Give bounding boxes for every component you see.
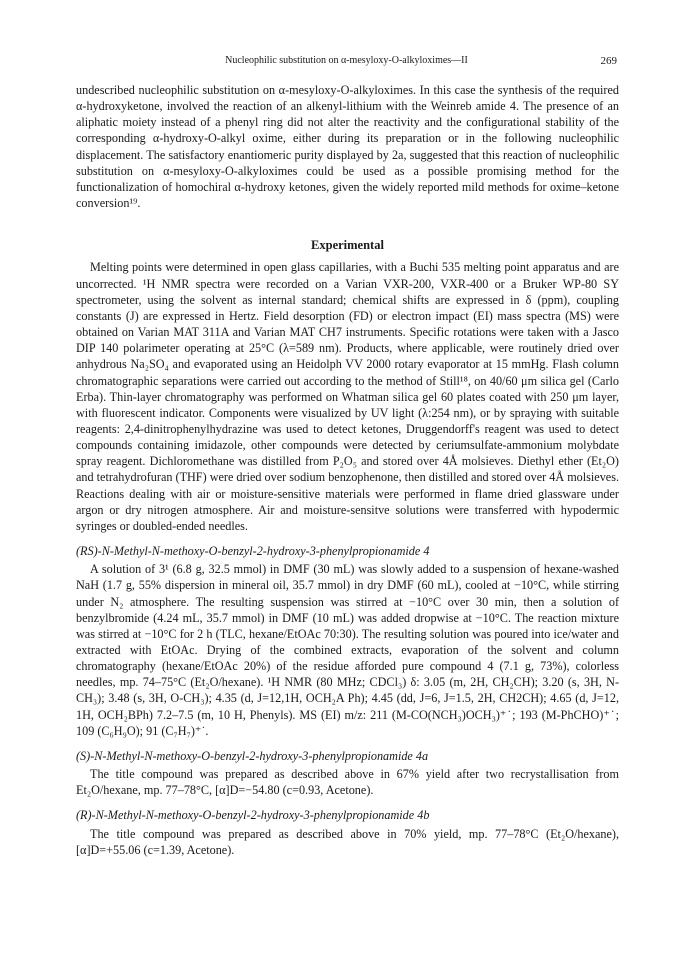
compound-4b-paragraph: The title compound was prepared as described above in 70% yield, mp. 77–78°C (Et₂O/hexane), [α]D=+55.06 (c=1.39, Acetone). [76, 826, 619, 857]
intro-paragraph: undescribed nucleophilic substitution on α-mesyloxy-O-alkyloximes. In this case the synthesis of the required α-hydroxyketone, involved the reaction of an alkenyl-lithium with the Weinreb amide 4. The presence of an aliphatic moiety instead of a phenyl ring did not alter the reactivity and the configurational stability of the corresponding α-hydroxy-O-alkyl oxime, either during its preparation or in the following nucleophilic displacement. The satisfactory enantiomeric purity displayed by 2a, suggested that this reaction of nucleophilic substitution on α-mesyloxy-O-alkyloximes could be used as a possible promising method for the functionalization of homochiral α-hydroxy ketones, given the widely reported mild methods for oxime–ketone conversion¹⁹. [76, 83, 619, 211]
compound-4-paragraph: A solution of 3¹ (6.8 g, 32.5 mmol) in DMF (30 mL) was slowly added to a suspension of hexane-washed NaH (1.7 g, 55% dispersion in mineral oil, 35.7 mmol) in dry DMF (60 mL), cooled at −10°C, while stirring under N₂ atmosphere. The resulting suspension was stirred at −10°C over 30 min, then a solution of benzylbromide (4.24 mL, 35.7 mmol) in DMF (10 mL) was added dropwise at −10°C. The reaction mixture was stirred at −10°C for 2 h (TLC, hexane/EtOAc 70:30). The resulting solution was poured into ice/water and extracted with EtOAc. Drying of the combined extracts, evaporation of the solvent and column chromatography (hexane/EtOAc 20%) of the residue afforded pure compound 4 (7.1 g, 73%), colorless needles, mp. 74–75°C (Et₂O/hexane). ¹H NMR (80 MHz; CDCl₃) δ: 3.05 (m, 2H, CH₂CH); 3.20 (s, 3H, N-CH₃); 3.48 (s, 3H, O-CH₃); 4.35 (d, J=12,1H, OCH₂A Ph); 4.45 (dd, J=6, J=1.5, 2H, CH2CH); 4.65 (d, J=12, 1H, OCH₂BPh) 7.2–7.5 (m, 10 H, Phenyls). MS (EI) m/z: 211 (M-CO(NCH₃)OCH₃)⁺˙; 193 (M-PhCHO)⁺˙; 109 (C₆H₉O); 91 (C₇H₇)⁺˙. [76, 562, 619, 738]
experimental-heading: Experimental [311, 238, 384, 253]
compound-4a-heading: (S)-N-Methyl-N-methoxy-O-benzyl-2-hydroxy-3-phenylpropionamide 4a [76, 748, 429, 763]
compound-4b-heading: (R)-N-Methyl-N-methoxy-O-benzyl-2-hydroxy-3-phenylpropionamide 4b [76, 808, 430, 823]
running-title: Nucleophilic substitution on α-mesyloxy-O-alkyloximes—II [225, 55, 468, 66]
page-header [76, 55, 617, 71]
page-body [76, 82, 619, 858]
page-number: 269 [600, 55, 617, 67]
experimental-paragraph: Melting points were determined in open glass capillaries, with a Buchi 535 melting point apparatus and are uncorrected. ¹H NMR spectra were recorded on a Varian VXR-200, VXR-400 or a Bruker WP-80 SY spectrometer, using the solvent as internal standard; chemical shifts are expressed in δ (ppm), coupling constants (J) are expressed in Hertz. Field desorption (FD) or electron impact (EI) mass spectra (MS) were obtained on Varian MAT 311A and Varian MAT CH7 instruments. Specific rotations were taken with a Jasco DIP 140 polarimeter operating at 25°C (λ=589 nm). Products, where applicable, were routinely dried over anhydrous Na₂SO₄ and evaporated using an Heidolph VV 2000 rotary evaporator at 15 mmHg. Flash column chromatographic separations were carried out according to the method of Still¹⁸, on 40/60 μm silica gel (Carlo Erba). Thin-layer chromatography was performed on Whatman silica gel 60 plates coated with 250 μm layer, with fluorescent indicator. Components were visualized by UV light (λ:254 nm), or by spraying with suitable reagents: 2,4-dinitrophenylhydrazine was used to detect ketones, Druggendorff's reagent was used to detect compounds containing imidazole, other compounds were detected by ceriumsulfate-ammonium molybdate spray reagent. Dichloromethane was distilled from P₂O₅ and stored over 4Å molsieves. Diethyl ether (Et₂O) and tetrahydrofuran (THF) were dried over sodium benzophenone, then distilled and stored over 4Å molsieves. Reactions dealing with air or moisture-sensitive materials were performed in flame dried glassware under argon or dry nitrogen atmosphere. Air and moisture-sensitve solutions were transferred with hypodermic syringes or doubled-ended needles. [76, 260, 619, 533]
compound-4a-paragraph: The title compound was prepared as described above in 67% yield after two recrystallisation from Et₂O/hexane, mp. 77–78°C, [α]D=−54.80 (c=0.93, Acetone). [76, 767, 619, 798]
compound-4-heading: (RS)-N-Methyl-N-methoxy-O-benzyl-2-hydroxy-3-phenylpropionamide 4 [76, 544, 430, 559]
